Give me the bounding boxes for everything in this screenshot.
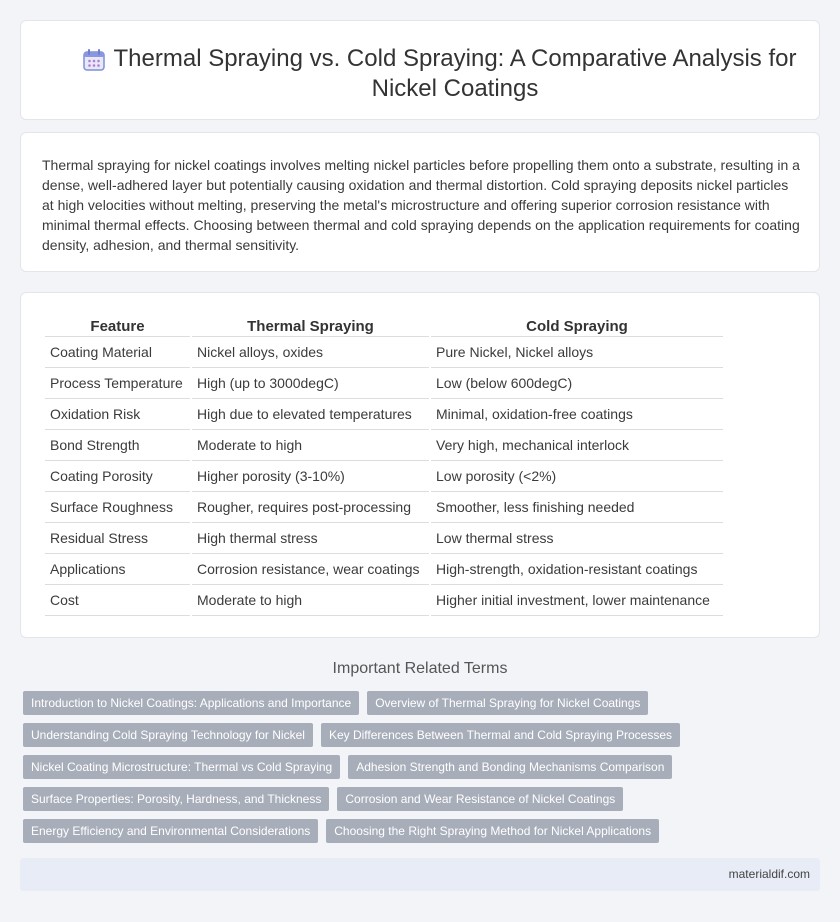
thermal-cell: Corrosion resistance, wear coatings — [192, 554, 429, 585]
tag-row — [23, 691, 823, 715]
table-row — [45, 430, 723, 461]
title-card — [20, 20, 820, 120]
related-term-tag[interactable]: Adhesion Strength and Bonding Mechanisms Comparison — [348, 755, 672, 779]
feature-cell: Coating Porosity — [45, 461, 190, 492]
comparison-table — [43, 313, 725, 616]
cold-cell: Low (below 600degC) — [431, 368, 723, 399]
table-row — [45, 337, 723, 368]
thermal-cell: High (up to 3000degC) — [192, 368, 429, 399]
intro-paragraph: Thermal spraying for nickel coatings involves melting nickel particles before propelling them onto a substrate, resulting in a dense, well-adhered layer but potentially causing oxidation and thermal distortion. Cold spraying deposits nickel particles at high velocities without melting, preserving the metal's microstructure and offering superior corrosion resistance with minimal thermal effects. Choosing between thermal and cold spraying depends on the application requirements for coating density, adhesion, and thermal sensitivity. — [42, 157, 800, 253]
feature-cell: Cost — [45, 585, 190, 616]
thermal-cell: Moderate to high — [192, 430, 429, 461]
related-terms-list — [23, 691, 823, 851]
table-row — [45, 461, 723, 492]
cold-cell: Low thermal stress — [431, 523, 723, 554]
comparison-table-card — [20, 292, 820, 638]
related-term-tag[interactable]: Surface Properties: Porosity, Hardness, and Thickness — [23, 787, 329, 811]
table-row — [45, 399, 723, 430]
page-title: Thermal Spraying vs. Cold Spraying: A Comparative Analysis for Nickel Coatings — [113, 45, 797, 102]
related-terms-heading: Important Related Terms — [332, 660, 508, 677]
table-row — [45, 523, 723, 554]
footer — [20, 858, 820, 891]
tag-row — [23, 723, 823, 747]
cold-cell: Smoother, less finishing needed — [431, 492, 723, 523]
cold-cell: Minimal, oxidation-free coatings — [431, 399, 723, 430]
related-term-tag[interactable]: Introduction to Nickel Coatings: Applications and Importance — [23, 691, 359, 715]
table-row — [45, 585, 723, 616]
related-term-tag[interactable]: Choosing the Right Spraying Method for Nickel Applications — [326, 819, 659, 843]
footer-site-link[interactable]: materialdif.com — [728, 867, 810, 881]
feature-cell: Bond Strength — [45, 430, 190, 461]
related-term-tag[interactable]: Nickel Coating Microstructure: Thermal vs Cold Spraying — [23, 755, 340, 779]
thermal-cell: Nickel alloys, oxides — [192, 337, 429, 368]
related-term-tag[interactable]: Key Differences Between Thermal and Cold Spraying Processes — [321, 723, 680, 747]
column-header-thermal: Thermal Spraying — [192, 313, 429, 337]
column-header-feature: Feature — [45, 313, 190, 337]
thermal-cell: High thermal stress — [192, 523, 429, 554]
thermal-cell: High due to elevated temperatures — [192, 399, 429, 430]
thermal-cell: Moderate to high — [192, 585, 429, 616]
cold-cell: Very high, mechanical interlock — [431, 430, 723, 461]
cold-cell: Higher initial investment, lower maintenance — [431, 585, 723, 616]
cold-cell: Pure Nickel, Nickel alloys — [431, 337, 723, 368]
tag-row — [23, 819, 823, 843]
table-header-row — [45, 313, 723, 337]
table-row — [45, 492, 723, 523]
feature-cell: Process Temperature — [45, 368, 190, 399]
intro-card — [20, 132, 820, 272]
related-term-tag[interactable]: Corrosion and Wear Resistance of Nickel Coatings — [337, 787, 623, 811]
calendar-icon — [81, 47, 107, 73]
related-term-tag[interactable]: Overview of Thermal Spraying for Nickel Coatings — [367, 691, 648, 715]
cold-cell: Low porosity (<2%) — [431, 461, 723, 492]
feature-cell: Applications — [45, 554, 190, 585]
feature-cell: Residual Stress — [45, 523, 190, 554]
thermal-cell: Rougher, requires post-processing — [192, 492, 429, 523]
feature-cell: Oxidation Risk — [45, 399, 190, 430]
tag-row — [23, 787, 823, 811]
thermal-cell: Higher porosity (3-10%) — [192, 461, 429, 492]
table-row — [45, 368, 723, 399]
related-term-tag[interactable]: Understanding Cold Spraying Technology for Nickel — [23, 723, 313, 747]
feature-cell: Surface Roughness — [45, 492, 190, 523]
feature-cell: Coating Material — [45, 337, 190, 368]
related-term-tag[interactable]: Energy Efficiency and Environmental Considerations — [23, 819, 318, 843]
tag-row — [23, 755, 823, 779]
column-header-cold: Cold Spraying — [431, 313, 723, 337]
cold-cell: High-strength, oxidation-resistant coatings — [431, 554, 723, 585]
table-row — [45, 554, 723, 585]
